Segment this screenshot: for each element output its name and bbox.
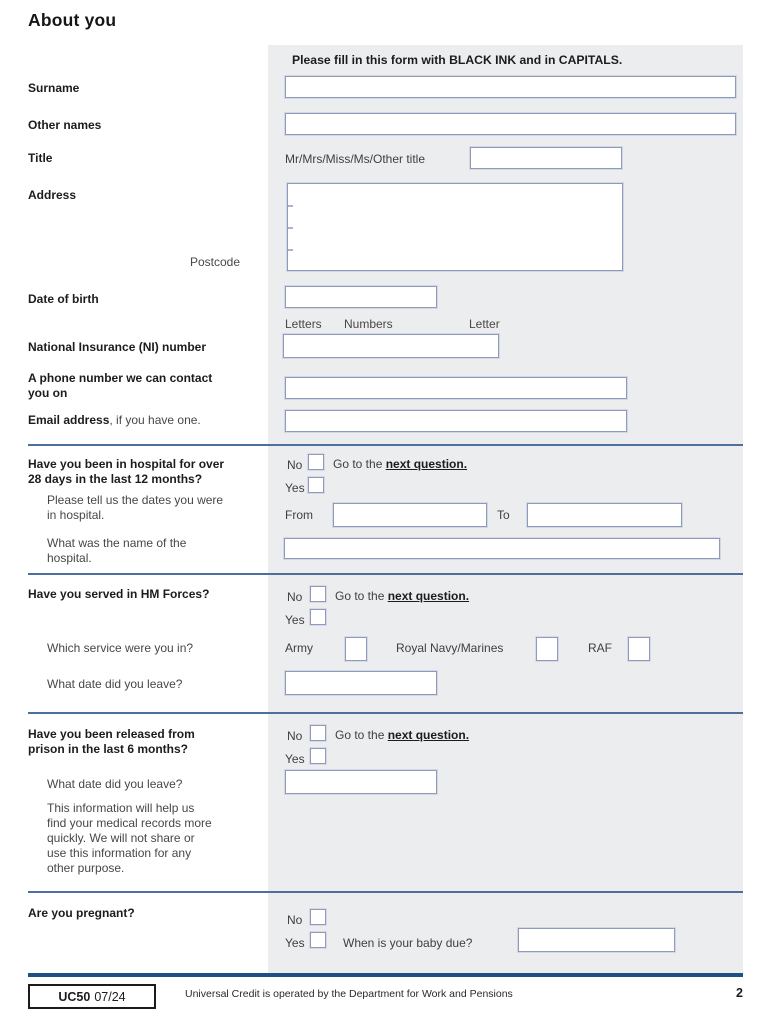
address-label: Address — [28, 188, 77, 202]
next-question-link[interactable]: next question. — [387, 728, 470, 742]
section-divider — [28, 891, 743, 893]
pregnancy-question: Are you pregnant? — [28, 906, 135, 920]
prison-info-line: other purpose. — [47, 861, 125, 875]
hospital-question-line1: Have you been in hospital for over — [28, 457, 225, 471]
go-to-the-text: Go to the — [335, 589, 388, 603]
raf-checkbox[interactable] — [628, 637, 650, 661]
address-input[interactable] — [287, 183, 623, 271]
hospital-to-date-input[interactable] — [527, 503, 682, 527]
pregnancy-no-checkbox[interactable] — [310, 909, 326, 925]
forces-no-label: No — [287, 590, 303, 604]
hospital-no-label: No — [287, 458, 303, 472]
form-date: 07/24 — [94, 989, 126, 1004]
ni-number-input[interactable] — [283, 334, 499, 358]
go-to-the-text: Go to the — [333, 457, 386, 471]
go-to-the-text: Go to the — [335, 728, 388, 742]
pregnancy-yes-checkbox[interactable] — [310, 932, 326, 948]
hospital-dates-hint — [47, 493, 223, 523]
prison-goto-text — [335, 728, 469, 743]
email-label — [28, 413, 201, 428]
from-label: From — [285, 508, 313, 522]
phone-label-line1: A phone number we can contact — [28, 371, 213, 385]
to-label: To — [497, 508, 510, 522]
forces-leave-date-hint: What date did you leave? — [47, 677, 183, 691]
hospital-question-line2: 28 days in the last 12 months? — [28, 472, 203, 486]
prison-yes-label: Yes — [285, 752, 305, 766]
email-label-bold: Email address — [28, 413, 110, 427]
prison-info-line: This information will help us — [47, 801, 195, 815]
next-question-link[interactable]: next question. — [385, 457, 468, 471]
address-line-tick — [288, 227, 293, 229]
prison-no-label: No — [287, 729, 303, 743]
pregnancy-no-label: No — [287, 913, 303, 927]
army-label: Army — [285, 641, 313, 655]
section-divider — [28, 712, 743, 714]
footer-rule — [28, 973, 743, 977]
hospital-no-checkbox[interactable] — [308, 454, 324, 470]
postcode-label: Postcode — [189, 255, 240, 269]
hospital-goto-text — [333, 457, 467, 472]
form-code-box — [28, 984, 156, 1009]
hospital-name-hint — [47, 536, 186, 566]
phone-input[interactable] — [285, 377, 627, 399]
prison-question-line2: prison in the last 6 months? — [28, 742, 189, 756]
title-input[interactable] — [470, 147, 622, 169]
other-names-label: Other names — [28, 118, 102, 132]
forces-no-checkbox[interactable] — [310, 586, 326, 602]
forces-leave-date-input[interactable] — [285, 671, 437, 695]
hospital-dates-hint-line2: in hospital. — [47, 508, 105, 522]
surname-input[interactable] — [285, 76, 736, 98]
prison-info-line: quickly. We will not share or — [47, 831, 195, 845]
forces-goto-text — [335, 589, 469, 604]
title-options-text: Mr/Mrs/Miss/Ms/Other title — [285, 152, 425, 166]
navy-checkbox[interactable] — [536, 637, 558, 661]
navy-label: Royal Navy/Marines — [396, 641, 504, 655]
section-divider — [28, 444, 743, 446]
forces-yes-label: Yes — [285, 613, 305, 627]
ink-instruction: Please fill in this form with BLACK INK and in CAPITALS. — [292, 53, 623, 67]
form-code: UC50 — [58, 989, 91, 1004]
hospital-yes-label: Yes — [285, 481, 305, 495]
baby-due-label: When is your baby due? — [343, 936, 473, 950]
hospital-name-input[interactable] — [284, 538, 720, 559]
phone-label — [28, 371, 212, 401]
which-service-hint: Which service were you in? — [47, 641, 194, 655]
hospital-yes-checkbox[interactable] — [308, 477, 324, 493]
email-input[interactable] — [285, 410, 627, 432]
prison-leave-date-hint: What date did you leave? — [47, 777, 183, 791]
section-divider — [28, 573, 743, 575]
next-question-link[interactable]: next question. — [387, 589, 470, 603]
forces-question: Have you served in HM Forces? — [28, 587, 210, 601]
surname-label: Surname — [28, 81, 80, 95]
hospital-name-hint-line2: hospital. — [47, 551, 92, 565]
hospital-question — [28, 457, 224, 487]
date-of-birth-input[interactable] — [285, 286, 437, 308]
footer-note: Universal Credit is operated by the Department for Work and Pensions — [185, 988, 513, 1000]
address-line-tick — [288, 249, 293, 251]
prison-question — [28, 727, 195, 757]
army-checkbox[interactable] — [345, 637, 367, 661]
raf-label: RAF — [588, 641, 612, 655]
hospital-name-hint-line1: What was the name of the — [47, 536, 187, 550]
hospital-from-date-input[interactable] — [333, 503, 487, 527]
prison-question-line1: Have you been released from — [28, 727, 195, 741]
title-label: Title — [28, 151, 53, 165]
pregnancy-yes-label: Yes — [285, 936, 305, 950]
prison-yes-checkbox[interactable] — [310, 748, 326, 764]
ni-number-label: National Insurance (NI) number — [28, 340, 207, 354]
ni-numbers-hint: Numbers — [344, 317, 393, 331]
date-of-birth-label: Date of birth — [28, 292, 99, 306]
hospital-dates-hint-line1: Please tell us the dates you were — [47, 493, 224, 507]
page-number: 2 — [736, 986, 743, 1000]
prison-info-line: find your medical records more — [47, 816, 212, 830]
prison-info-text — [47, 801, 212, 876]
prison-leave-date-input[interactable] — [285, 770, 437, 794]
phone-label-line2: you on — [28, 386, 68, 400]
prison-no-checkbox[interactable] — [310, 725, 326, 741]
page-title: About you — [28, 10, 117, 30]
prison-info-line: use this information for any — [47, 846, 192, 860]
other-names-input[interactable] — [285, 113, 736, 135]
baby-due-date-input[interactable] — [518, 928, 675, 952]
ni-letters-hint: Letters — [285, 317, 322, 331]
address-line-tick — [288, 205, 293, 207]
forces-yes-checkbox[interactable] — [310, 609, 326, 625]
email-label-rest: , if you have one. — [109, 413, 201, 427]
ni-letter-hint: Letter — [469, 317, 500, 331]
